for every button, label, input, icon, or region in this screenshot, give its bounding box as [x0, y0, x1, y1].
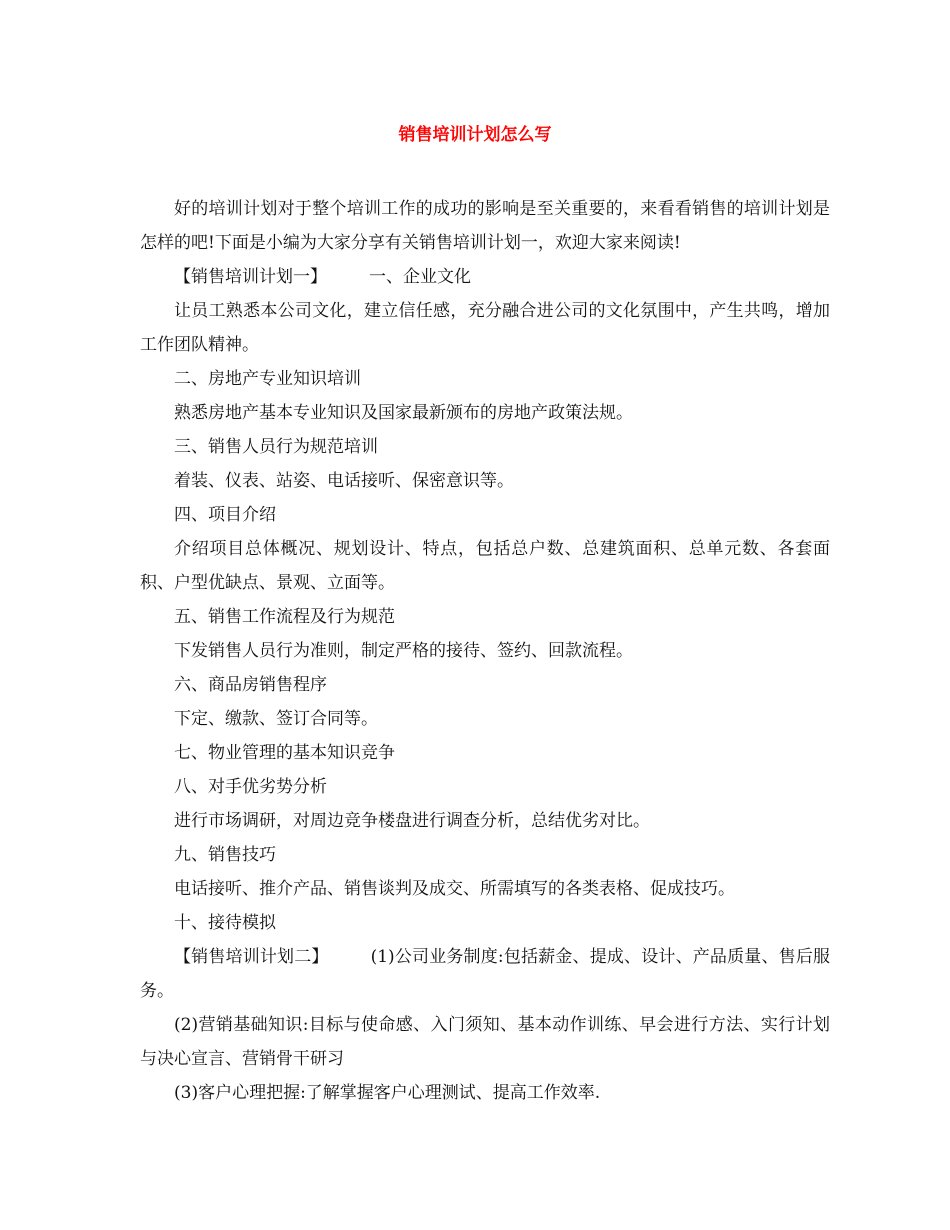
document-body — [140, 192, 830, 1110]
intro-paragraph: 好的培训计划对于整个培训工作的成功的影响是至关重要的，来看看销售的培训计划是怎样的吧!下面是小编为大家分享有关销售培训计划一，欢迎大家来阅读! — [140, 199, 830, 253]
plan2-heading: 【销售培训计划二】 — [174, 947, 329, 967]
plan1-item: 让员工熟悉本公司文化，建立信任感，充分融合进公司的文化氛围中，产生共鸣，增加工作团队精神。 — [140, 301, 830, 355]
plan1-item: 八、对手优劣势分析 — [174, 777, 327, 797]
plan1-item: 五、销售工作流程及行为规范 — [174, 607, 395, 627]
plan1-item: 六、商品房销售程序 — [174, 675, 327, 695]
plan1-item: 三、销售人员行为规范培训 — [174, 437, 378, 457]
plan1-item: 介绍项目总体概况、规划设计、特点，包括总户数、总建筑面积、总单元数、各套面积、户型优缺点、景观、立面等。 — [140, 539, 830, 593]
document-title: 销售培训计划怎么写 — [398, 125, 552, 145]
plan1-item: 四、项目介绍 — [174, 505, 276, 525]
plan1-item: 九、销售技巧 — [174, 845, 276, 865]
plan1-item: 着装、仪表、站姿、电话接听、保密意识等。 — [174, 471, 514, 491]
plan1-item: 下定、缴款、签订合同等。 — [174, 709, 378, 729]
plan1-item: 熟悉房地产基本专业知识及国家最新颁布的房地产政策法规。 — [174, 403, 633, 423]
plan2-item: (1)公司业务制度:包括薪金、提成、设计、产品质量、售后服务。 — [140, 947, 830, 1001]
plan1-heading: 【销售培训计划一】 — [174, 267, 327, 287]
plan1-item: 电话接听、推介产品、销售谈判及成交、所需填写的各类表格、促成技巧。 — [174, 879, 735, 899]
plan1-item: 七、物业管理的基本知识竞争 — [174, 743, 395, 763]
plan2-item: (2)营销基础知识:目标与使命感、入门须知、基本动作训练、早会进行方法、实行计划与决心宣言、营销骨干研习 — [140, 1015, 830, 1069]
plan1-first-line — [140, 260, 830, 294]
plan1-item: 一、企业文化 — [369, 267, 471, 287]
plan1-item: 进行市场调研，对周边竞争楼盘进行调查分析，总结优劣对比。 — [174, 811, 650, 831]
plan1-item: 十、接待模拟 — [174, 913, 276, 933]
plan1-item: 下发销售人员行为准则，制定严格的接待、签约、回款流程。 — [174, 641, 633, 661]
plan2-first-line — [140, 940, 830, 1008]
plan1-item: 二、房地产专业知识培训 — [174, 369, 361, 389]
plan2-item: (3)客户心理把握:了解掌握客户心理测试、提高工作效率. — [174, 1083, 601, 1103]
